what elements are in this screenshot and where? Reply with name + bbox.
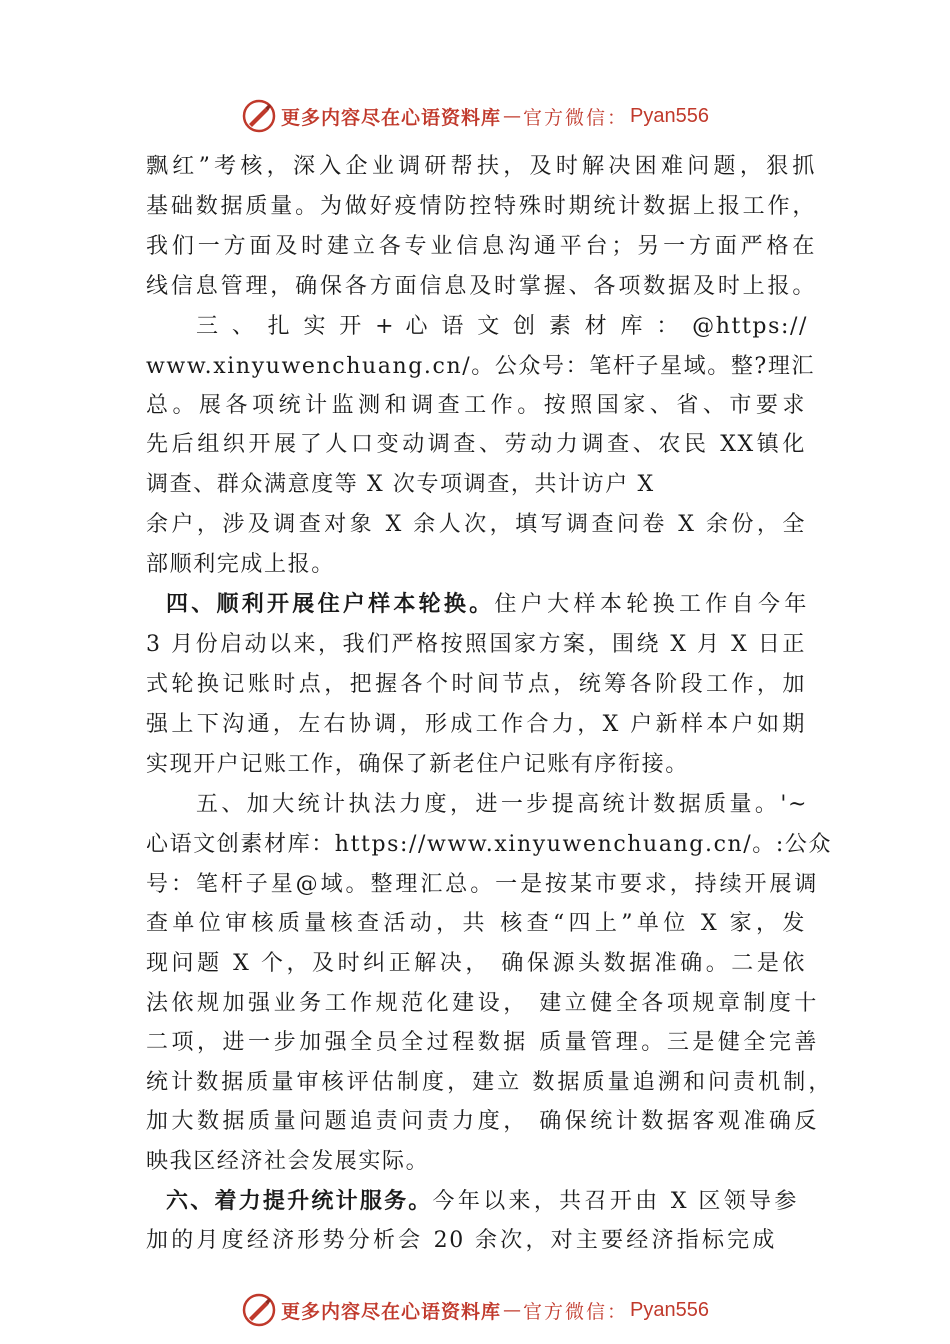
text-line: 部顺利完成上报。 [146,552,335,577]
section-heading-line: 六、着力提升统计服务。今年以来，共召开由 X 区领导参 [166,1189,798,1214]
text-line: 三 、 扎 实 开 + 心 语 文 创 素 材 库 ： @https:// [196,314,808,339]
section-heading-line: 四、顺利开展住户样本轮换。住户大样本轮换工作自今年 [166,592,808,617]
section-four-title: 四、顺利开展住户样本轮换。 [166,592,495,617]
text-line: 总。展各项统计监测和调查工作。按照国家、省、市要求 [146,393,806,418]
text-line: 线信息管理，确保各方面信息及时掌握、各项数据及时上报。 [146,274,816,299]
banner-wechat-id: Pyan556 [630,104,709,127]
text-line: 加的月度经济形势分析会 20 余次，对主要经济指标完成 [146,1228,776,1253]
banner-wechat-id: Pyan556 [630,1298,709,1321]
pen-logo-icon [241,1292,277,1328]
text-line: 先后组织开展了人口变动调查、劳动力调查、农民 XX镇化 [146,432,806,457]
text-line: 二项，进一步加强全员全过程数据 质量管理。三是健全完善 [146,1030,818,1055]
text-line: 3 月份启动以来，我们严格按照国家方案，围绕 X 月 X 日正 [146,632,806,657]
banner-title: 更多内容尽在心语资料库 [281,106,502,129]
text-line: 余户，涉及调查对象 X 余人次，填写调查问卷 X 余份，全 [146,512,806,537]
pen-logo-icon [241,98,277,134]
banner-dash: — [503,105,522,127]
footer-banner [0,1290,950,1330]
text-line: 强上下沟通，左右协调，形成工作合力，X 户新样本户如期 [146,712,806,737]
text-line: 式轮换记账时点，把握各个时间节点，统筹各阶段工作，加 [146,672,806,697]
banner-dash: — [503,1299,522,1321]
text-line: 实现开户记账工作，确保了新老住户记账有序衔接。 [146,752,689,777]
text-line: 加大数据质量问题追责问责力度， 确保统计数据客观准确反 [146,1109,818,1134]
section-six-title: 六、着力提升统计服务。 [166,1189,433,1214]
text-line: 调查、群众满意度等 X 次专项调查，共计访户 X [146,472,655,497]
text-line: 号：笔杆子星@域。整理汇总。一是按某市要求，持续开展调 [146,872,818,897]
text-line: 现问题 X 个，及时纠正解决， 确保源头数据准确。二是依 [146,951,806,976]
text-line: 我们一方面及时建立各专业信息沟通平台；另一方面严格在 [146,234,816,259]
text-line: 基础数据质量。为做好疫情防控特殊时期统计数据上报工作， [146,194,816,219]
banner-title: 更多内容尽在心语资料库 [281,1300,502,1323]
text-line: 飘红”考核，深入企业调研帮扶，及时解决困难问题，狠抓 [146,154,816,179]
banner-wechat-label: 官方微信： [523,1300,629,1323]
text-line: 心语文创素材库：https://www.xinyuwenchuang.cn/。:公众 [146,832,833,857]
header-banner [0,96,950,136]
text-line: 五、加大统计执法力度，进一步提高统计数据质量。'~ [196,792,808,817]
text-line: 统计数据质量审核评估制度，建立 数据质量追溯和问责机制， [146,1070,832,1095]
banner-wechat-label: 官方微信： [523,106,629,129]
text-line: 法依规加强业务工作规范化建设， 建立健全各项规章制度十 [146,991,818,1016]
text-line: www.xinyuwenchuang.cn/。公众号：笔杆子星域。整?理汇 [146,354,816,379]
text-line: 查单位审核质量核查活动，共 核查“四上”单位 X 家，发 [146,911,806,936]
text-line: 映我区经济社会发展实际。 [146,1149,430,1174]
